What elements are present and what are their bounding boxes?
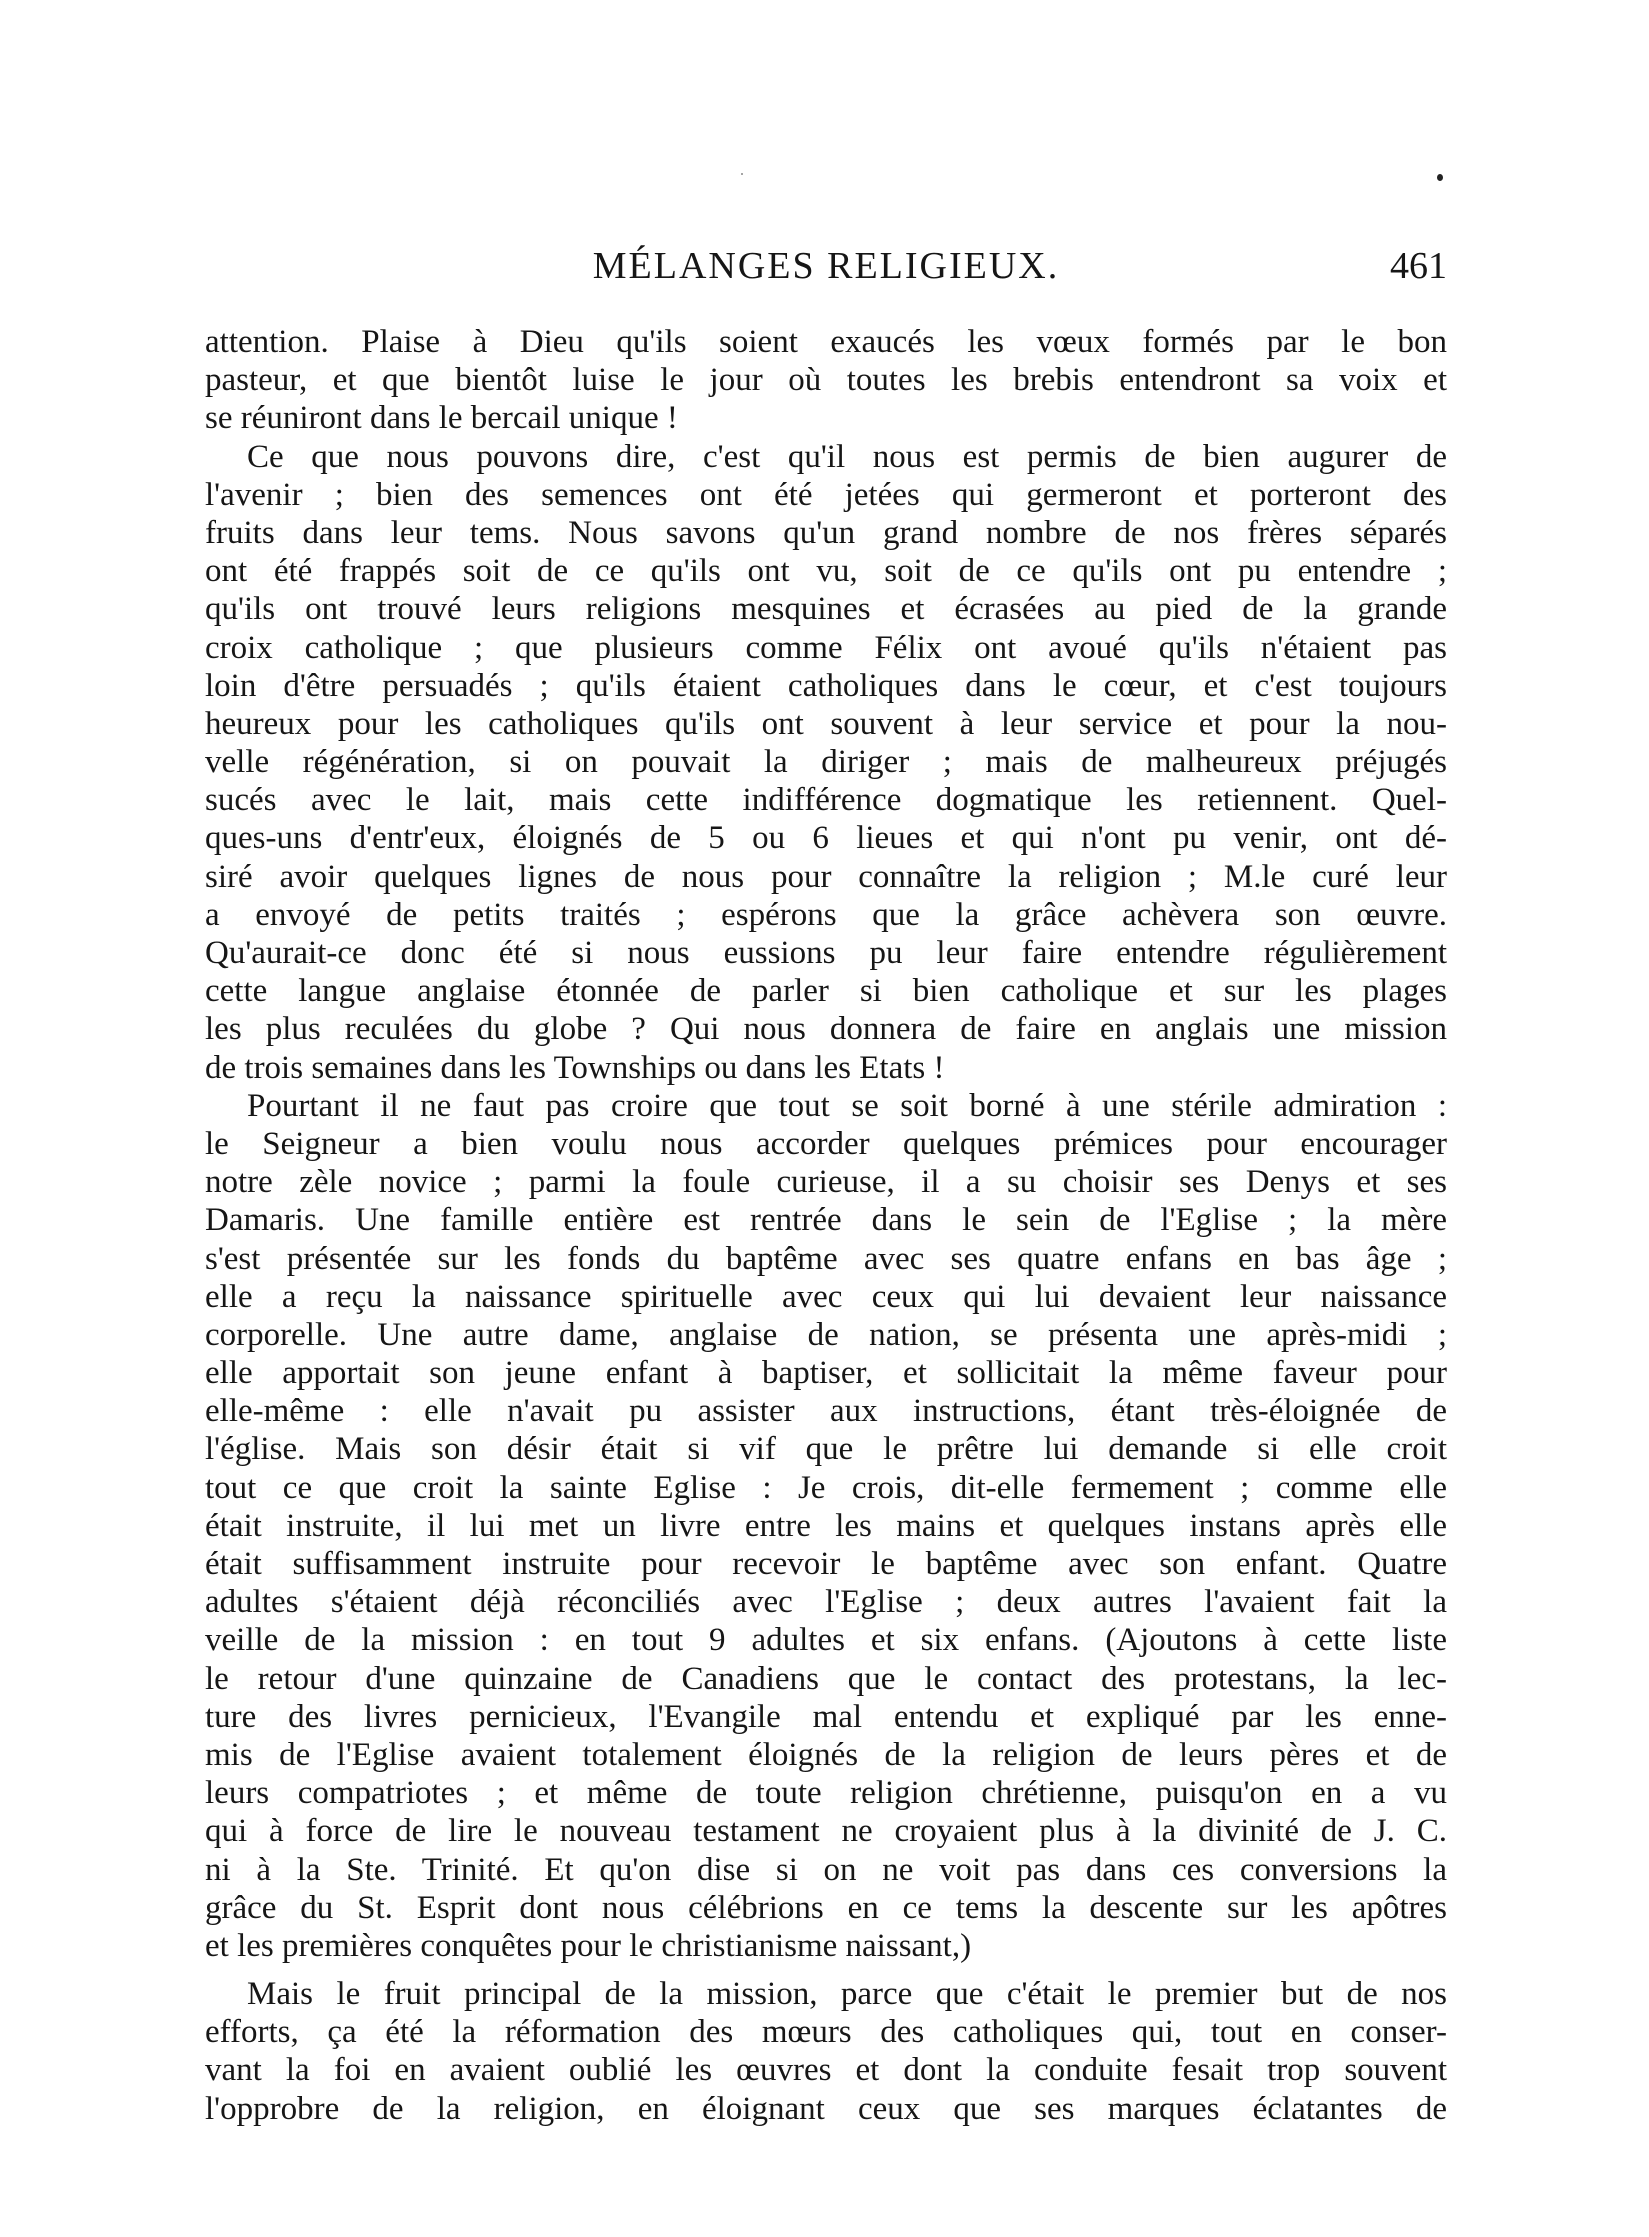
text-line: Pourtant il ne faut pas croire que tout se soit borné à une stérile admiration : bbox=[247, 1087, 1447, 1124]
text-line: Qu'aurait-ce donc été si nous eussions pu leur faire entendre régulièrement bbox=[205, 935, 1447, 971]
paragraph bbox=[205, 323, 1447, 438]
text-line: le retour d'une quinzaine de Canadiens que le contact des protestans, la lec- bbox=[205, 1660, 1447, 1697]
text-line: l'opprobre de la religion, en éloignant ceux que ses marques éclatantes de bbox=[205, 2090, 1447, 2127]
text-line: heureux pour les catholiques qu'ils ont souvent à leur service et pour la nou- bbox=[205, 705, 1447, 742]
text-line: et les premières conquêtes pour le christianisme naissant,) bbox=[205, 1927, 972, 1964]
text-line: les plus reculées du globe ? Qui nous donnera de faire en anglais une mission bbox=[205, 1011, 1447, 1048]
text-line: vant la foi en avaient oublié les œuvres et dont la conduite fesait trop souvent bbox=[205, 2052, 1447, 2089]
text-line: grâce du St. Esprit dont nous célébrions en ce tems la descente sur les apôtres bbox=[205, 1889, 1447, 1926]
text-line: l'église. Mais son désir était si vif que le prêtre lui demande si elle croit bbox=[205, 1431, 1447, 1468]
text-line: pasteur, et que bientôt luise le jour où toutes les brebis entendront sa voix et bbox=[205, 362, 1447, 399]
text-line: le Seigneur a bien voulu nous accorder quelques prémices pour encourager bbox=[205, 1125, 1447, 1162]
text-line: était instruite, il lui met un livre entre les mains et quelques instans après elle bbox=[205, 1507, 1447, 1544]
ink-speck bbox=[741, 173, 743, 175]
text-line: adultes s'étaient déjà réconciliés avec l'Eglise ; deux autres l'avaient fait la bbox=[205, 1584, 1447, 1621]
text-line: loin d'être persuadés ; qu'ils étaient catholiques dans le cœur, et c'est toujours bbox=[205, 667, 1447, 704]
text-line: se réuniront dans le bercail unique ! bbox=[205, 400, 678, 437]
text-line: sucés avec le lait, mais cette indifférence dogmatique les retiennent. Quel- bbox=[205, 782, 1447, 819]
text-line: tout ce que croit la sainte Eglise : Je crois, dit-elle fermement ; comme elle bbox=[205, 1469, 1447, 1506]
text-line: velle régénération, si on pouvait la diriger ; mais de malheureux préjugés bbox=[205, 744, 1447, 781]
text-line: s'est présentée sur les fonds du baptême avec ses quatre enfans en bas âge ; bbox=[205, 1240, 1447, 1277]
text-line: Ce que nous pouvons dire, c'est qu'il nous est permis de bien augurer de bbox=[247, 438, 1447, 475]
text-line: ques-uns d'entr'eux, éloignés de 5 ou 6 lieues et qui n'ont pu venir, ont dé- bbox=[205, 820, 1447, 857]
body-text bbox=[205, 323, 1447, 2128]
text-line: de trois semaines dans les Townships ou dans les Etats ! bbox=[205, 1049, 945, 1086]
text-line: qui à force de lire le nouveau testament ne croyaient plus à la divinité de J. C. bbox=[205, 1813, 1447, 1850]
text-line: elle a reçu la naissance spirituelle avec ceux qui lui devaient leur naissance bbox=[205, 1278, 1447, 1315]
text-line: a envoyé de petits traités ; espérons que la grâce achèvera son œuvre. bbox=[205, 896, 1447, 933]
text-line: ont été frappés soit de ce qu'ils ont vu, soit de ce qu'ils ont pu entendre ; bbox=[205, 553, 1447, 590]
text-line: qu'ils ont trouvé leurs religions mesquines et écrasées au pied de la grande bbox=[205, 591, 1447, 628]
running-title: MÉLANGES RELIGIEUX. bbox=[592, 245, 1060, 287]
text-line: leurs compatriotes ; et même de toute religion chrétienne, puisqu'on en a vu bbox=[205, 1775, 1447, 1812]
text-line: efforts, ça été la réformation des mœurs des catholiques qui, tout en conser- bbox=[205, 2014, 1447, 2051]
text-line: était suffisamment instruite pour recevoir le baptême avec son enfant. Quatre bbox=[205, 1546, 1447, 1582]
text-line: corporelle. Une autre dame, anglaise de nation, se présenta une après-midi ; bbox=[205, 1316, 1447, 1353]
text-line: notre zèle novice ; parmi la foule curieuse, il a su choisir ses Denys et ses bbox=[205, 1164, 1447, 1201]
paragraph bbox=[205, 438, 1447, 1087]
text-line: veille de la mission : en tout 9 adultes et six enfans. (Ajoutons à cette liste bbox=[205, 1622, 1447, 1659]
text-line: l'avenir ; bien des semences ont été jetées qui germeront et porteront des bbox=[205, 476, 1447, 513]
text-line: Mais le fruit principal de la mission, parce que c'était le premier but de nos bbox=[247, 1976, 1447, 2013]
text-line: cette langue anglaise étonnée de parler si bien catholique et sur les plages bbox=[205, 973, 1447, 1010]
text-line: ture des livres pernicieux, l'Evangile mal entendu et expliqué par les enne- bbox=[205, 1698, 1447, 1735]
text-line: fruits dans leur tems. Nous savons qu'un grand nombre de nos frères séparés bbox=[205, 514, 1447, 551]
text-line: croix catholique ; que plusieurs comme Félix ont avoué qu'ils n'étaient pas bbox=[205, 629, 1447, 666]
text-line: siré avoir quelques lignes de nous pour connaître la religion ; M.le curé leur bbox=[205, 858, 1447, 895]
text-line: mis de l'Eglise avaient totalement éloignés de la religion de leurs pères et de bbox=[205, 1736, 1447, 1773]
page-number: 461 bbox=[1390, 245, 1447, 287]
text-line: elle apportait son jeune enfant à baptiser, et sollicitait la même faveur pour bbox=[205, 1355, 1447, 1392]
page-header bbox=[205, 242, 1447, 302]
ink-speck bbox=[1437, 174, 1443, 181]
paragraph bbox=[205, 1975, 1447, 2128]
text-line: elle-même : elle n'avait pu assister aux instructions, étant très-éloignée de bbox=[205, 1393, 1447, 1430]
text-line: ni à la Ste. Trinité. Et qu'on dise si on ne voit pas dans ces conversions la bbox=[205, 1851, 1447, 1888]
paragraph bbox=[205, 1087, 1447, 1965]
text-line: attention. Plaise à Dieu qu'ils soient exaucés les vœux formés par le bon bbox=[205, 324, 1447, 360]
text-line: Damaris. Une famille entière est rentrée dans le sein de l'Eglise ; la mère bbox=[205, 1202, 1447, 1239]
